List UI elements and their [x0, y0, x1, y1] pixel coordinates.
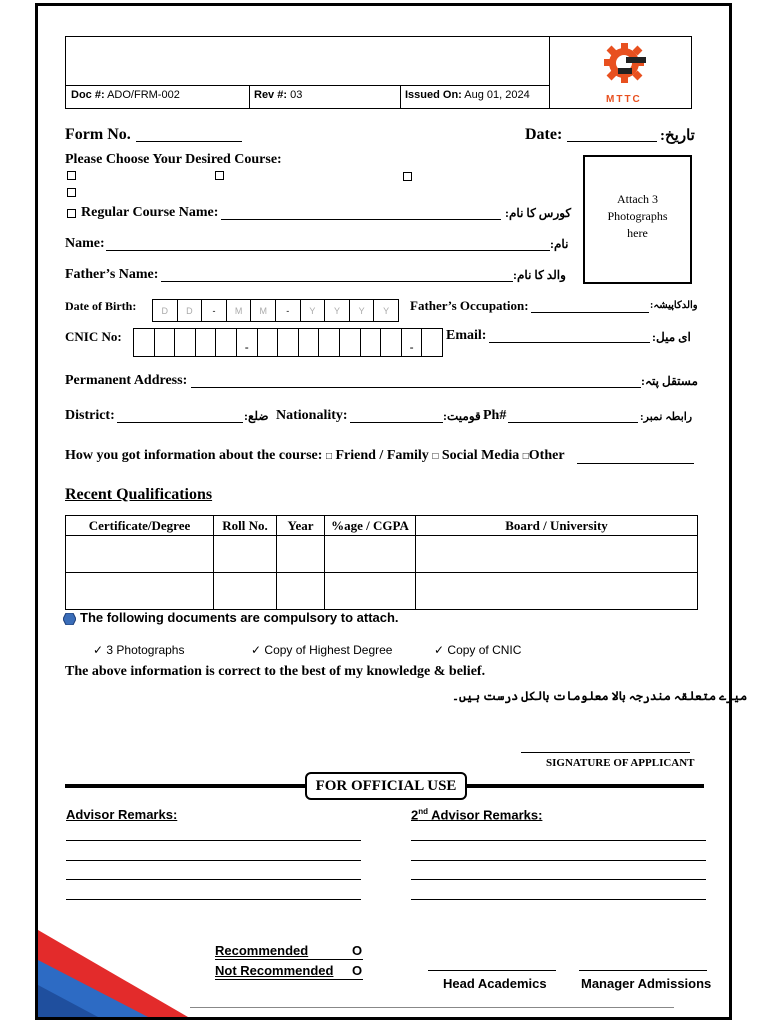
name-urdu: نام:	[550, 237, 569, 251]
recommend-underline	[215, 959, 363, 960]
cnic-box[interactable]	[380, 328, 402, 357]
manager-admissions-signature-field[interactable]	[579, 970, 707, 971]
revision-number: Rev #: 03	[254, 89, 303, 101]
advisor2-remarks-line-2[interactable]	[411, 860, 706, 861]
not-recommended-label: Not Recommended	[215, 963, 334, 978]
qualifications-table	[65, 515, 698, 610]
issued-date: Issued On: Aug 01, 2024	[405, 89, 530, 101]
advisor2-remarks-line-1[interactable]	[411, 840, 706, 841]
address-field[interactable]	[191, 387, 641, 388]
cnic-box[interactable]	[257, 328, 279, 357]
dob-box[interactable]: Y	[300, 299, 326, 322]
manager-admissions-label: Manager Admissions	[581, 976, 712, 991]
not-recommend-underline	[215, 979, 363, 980]
col-roll-no: Roll No.	[214, 516, 277, 536]
info-option-social[interactable]: Social Media	[441, 448, 520, 463]
district-urdu: ضلع:	[244, 409, 269, 423]
logo-text: MTTC	[606, 94, 642, 105]
cnic-box[interactable]	[195, 328, 217, 357]
father-name-label: Father’s Name:	[65, 267, 159, 282]
advisor-remarks-line-3[interactable]	[66, 879, 361, 880]
corner-decoration	[38, 930, 198, 1017]
qualifications-title: Recent Qualifications	[65, 486, 213, 503]
head-academics-label: Head Academics	[443, 976, 547, 991]
father-name-field[interactable]	[161, 281, 513, 282]
document-header	[65, 36, 692, 109]
email-field[interactable]	[489, 342, 650, 343]
advisor-remarks-line-4[interactable]	[66, 899, 361, 900]
advisor2-remarks-label: 2nd Advisor Remarks:	[411, 807, 543, 823]
info-source-label: How you got information about the course:	[65, 448, 323, 463]
declaration-english: The above information is correct to the best of my knowledge & belief.	[65, 664, 486, 679]
cnic-label: CNIC No:	[65, 329, 122, 344]
declaration-urdu: میرے متعلقہ مندرجہ بالا معلومات بالکل درست ہیں۔	[452, 689, 748, 703]
nationality-label: Nationality:	[276, 408, 348, 423]
email-urdu: ای میل:	[652, 330, 691, 344]
document-item-photos: ✓ 3 Photographs	[93, 643, 185, 657]
regular-course-checkbox[interactable]	[67, 209, 76, 218]
dob-box[interactable]: Y	[349, 299, 375, 322]
district-label: District:	[65, 408, 115, 423]
occupation-field[interactable]	[531, 312, 649, 313]
check-icon: ✓	[251, 643, 262, 657]
cnic-box[interactable]	[318, 328, 340, 357]
date-urdu-label: تاریخ:	[660, 128, 695, 144]
head-academics-signature-field[interactable]	[428, 970, 556, 971]
father-name-urdu: والد کا نام:	[513, 268, 566, 282]
recommended-option[interactable]: O	[352, 943, 363, 958]
phone-field[interactable]	[508, 422, 638, 423]
course-checkbox-2[interactable]	[215, 171, 224, 180]
cnic-box[interactable]	[215, 328, 237, 357]
signature-field[interactable]	[521, 752, 690, 753]
gear-logo-icon	[596, 41, 656, 89]
cnic-box[interactable]: -	[236, 328, 258, 357]
regular-course-label: Regular Course Name:	[81, 205, 219, 220]
table-row[interactable]	[66, 573, 698, 610]
info-other-field[interactable]	[577, 463, 694, 464]
advisor-remarks-label: Advisor Remarks:	[66, 807, 178, 822]
dob-box[interactable]: D	[152, 299, 178, 322]
email-label: Email:	[446, 328, 487, 343]
hexagon-bullet-icon	[63, 612, 76, 624]
course-checkbox-4[interactable]	[67, 188, 76, 197]
regular-course-urdu: کورس کا نام:	[505, 206, 572, 220]
advisor2-remarks-line-3[interactable]	[411, 879, 706, 880]
cnic-box[interactable]	[174, 328, 196, 357]
photo-box[interactable]: Attach 3 Photographs here	[583, 155, 692, 284]
dob-box[interactable]: -	[201, 299, 227, 322]
dob-box[interactable]: M	[226, 299, 252, 322]
signature-label: SIGNATURE OF APPLICANT	[546, 757, 695, 769]
district-field[interactable]	[117, 422, 243, 423]
cnic-box[interactable]	[421, 328, 443, 357]
table-row[interactable]	[66, 536, 698, 573]
cnic-box[interactable]	[360, 328, 382, 357]
nationality-field[interactable]	[350, 422, 443, 423]
cnic-box[interactable]	[133, 328, 155, 357]
cnic-box[interactable]	[277, 328, 299, 357]
check-icon: ✓	[93, 643, 104, 657]
phone-label: Ph#	[483, 408, 507, 423]
course-checkbox-1[interactable]	[67, 171, 76, 180]
doc-number: Doc #: ADO/FRM-002	[71, 89, 180, 101]
dob-box[interactable]: -	[275, 299, 301, 322]
name-field[interactable]	[106, 250, 550, 251]
course-checkbox-3[interactable]	[403, 172, 412, 181]
phone-urdu: رابطہ نمبر:	[640, 411, 693, 423]
recommended-label: Recommended	[215, 943, 309, 958]
advisor2-remarks-line-4[interactable]	[411, 899, 706, 900]
advisor-remarks-line-2[interactable]	[66, 860, 361, 861]
course-prompt: Please Choose Your Desired Course:	[65, 152, 282, 167]
info-source-row: How you got information about the course: □ Friend / Family □ Social Media □Other	[65, 448, 565, 463]
footer-line	[190, 1007, 674, 1008]
nationality-urdu: قومیت:	[443, 409, 481, 423]
dob-box[interactable]: M	[250, 299, 276, 322]
documents-note: The following documents are compulsory to attach.	[80, 610, 399, 625]
name-label: Name:	[65, 236, 105, 251]
address-urdu: مستقل پتہ:	[641, 374, 698, 388]
info-option-other[interactable]: Other	[528, 448, 565, 463]
document-item-degree: ✓ Copy of Highest Degree	[251, 643, 393, 657]
date-field[interactable]	[567, 141, 657, 142]
col-year: Year	[277, 516, 325, 536]
dob-box[interactable]: D	[177, 299, 203, 322]
regular-course-field[interactable]	[221, 219, 501, 220]
info-option-friend[interactable]: Friend / Family	[335, 448, 429, 463]
cnic-box[interactable]	[298, 328, 320, 357]
dob-box[interactable]: Y	[324, 299, 350, 322]
col-percentage: %age / CGPA	[325, 516, 416, 536]
dob-label: Date of Birth:	[65, 299, 137, 313]
advisor-remarks-line-1[interactable]	[66, 840, 361, 841]
document-item-cnic: ✓ Copy of CNIC	[434, 643, 522, 657]
occupation-label: Father’s Occupation:	[410, 298, 529, 313]
cnic-box[interactable]: -	[401, 328, 423, 357]
cnic-box[interactable]	[339, 328, 361, 357]
form-no-label: Form No.	[65, 126, 131, 143]
col-board: Board / University	[416, 516, 698, 536]
address-label: Permanent Address:	[65, 373, 188, 388]
form-no-field[interactable]	[136, 141, 242, 142]
col-certificate: Certificate/Degree	[66, 516, 214, 536]
date-label: Date:	[525, 126, 563, 143]
check-icon: ✓	[434, 643, 445, 657]
official-use-title: FOR OFFICIAL USE	[305, 772, 467, 800]
not-recommended-option[interactable]: O	[352, 963, 363, 978]
dob-box[interactable]: Y	[373, 299, 399, 322]
cnic-box[interactable]	[154, 328, 176, 357]
occupation-urdu: والدکاپیشہ:	[650, 300, 698, 311]
